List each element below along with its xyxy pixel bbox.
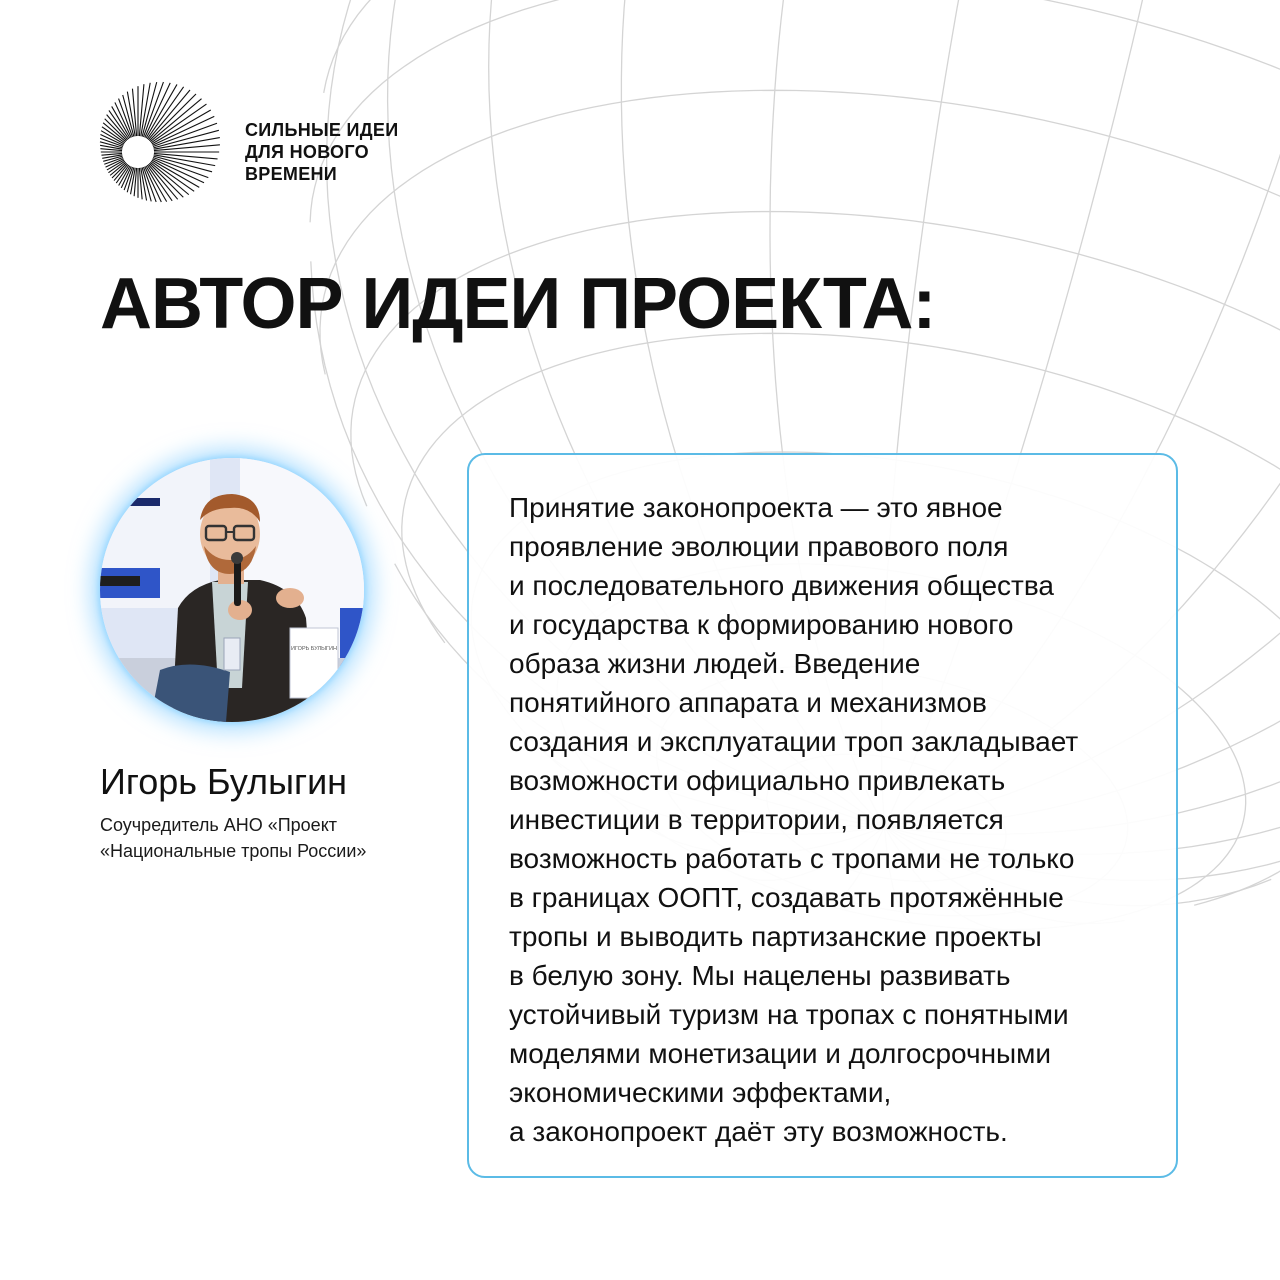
radial-burst-logo-icon (98, 80, 222, 204)
quote-line: возможности официально привлекать (509, 765, 1006, 796)
quote-line: и последовательного движения общества (509, 570, 1055, 601)
quote-line: моделями монетизации и долгосрочными (509, 1038, 1052, 1069)
speaker-name: Игорь Булыгин (100, 761, 348, 802)
quote-text (509, 488, 1159, 1151)
brand-line-1: СИЛЬНЫЕ ИДЕИ (245, 120, 399, 140)
quote-line: возможность работать с тропами не только (509, 843, 1075, 874)
brand-wordmark (245, 119, 485, 185)
quote-line: понятийного аппарата и механизмов (509, 687, 987, 718)
speaker-role-line-2: «Национальные тропы России» (100, 841, 367, 861)
quote-line: и государства к формированию нового (509, 609, 1014, 640)
quote-line: в белую зону. Мы нацелены развивать (509, 960, 1011, 991)
speaker-photo (100, 458, 364, 722)
quote-line: образа жизни людей. Введение (509, 648, 921, 679)
brand-line-3: ВРЕМЕНИ (245, 164, 338, 184)
name-plate-text: ИГОРЬ БУЛЫГИН (291, 646, 337, 652)
quote-line: в границах ООПТ, создавать протяжённые (509, 882, 1064, 913)
speaker-role-line-1: Соучредитель АНО «Проект (100, 815, 338, 835)
quote-card (467, 453, 1178, 1178)
quote-line: инвестиции в территории, появляется (509, 804, 1004, 835)
speaker-role (100, 812, 440, 864)
quote-line: экономическими эффектами, (509, 1077, 892, 1108)
page-title: АВТОР ИДЕИ ПРОЕКТА: (100, 264, 936, 344)
quote-line: а законопроект даёт эту возможность. (509, 1116, 1008, 1147)
quote-line: устойчивый туризм на тропах с понятными (509, 999, 1069, 1030)
quote-line: Принятие законопроекта — это явное (509, 492, 1003, 523)
brand-line-2: ДЛЯ НОВОГО (245, 142, 369, 162)
quote-line: создания и эксплуатации троп закладывает (509, 726, 1079, 757)
quote-line: проявление эволюции правового поля (509, 531, 1009, 562)
quote-line: тропы и выводить партизанские проекты (509, 921, 1042, 952)
